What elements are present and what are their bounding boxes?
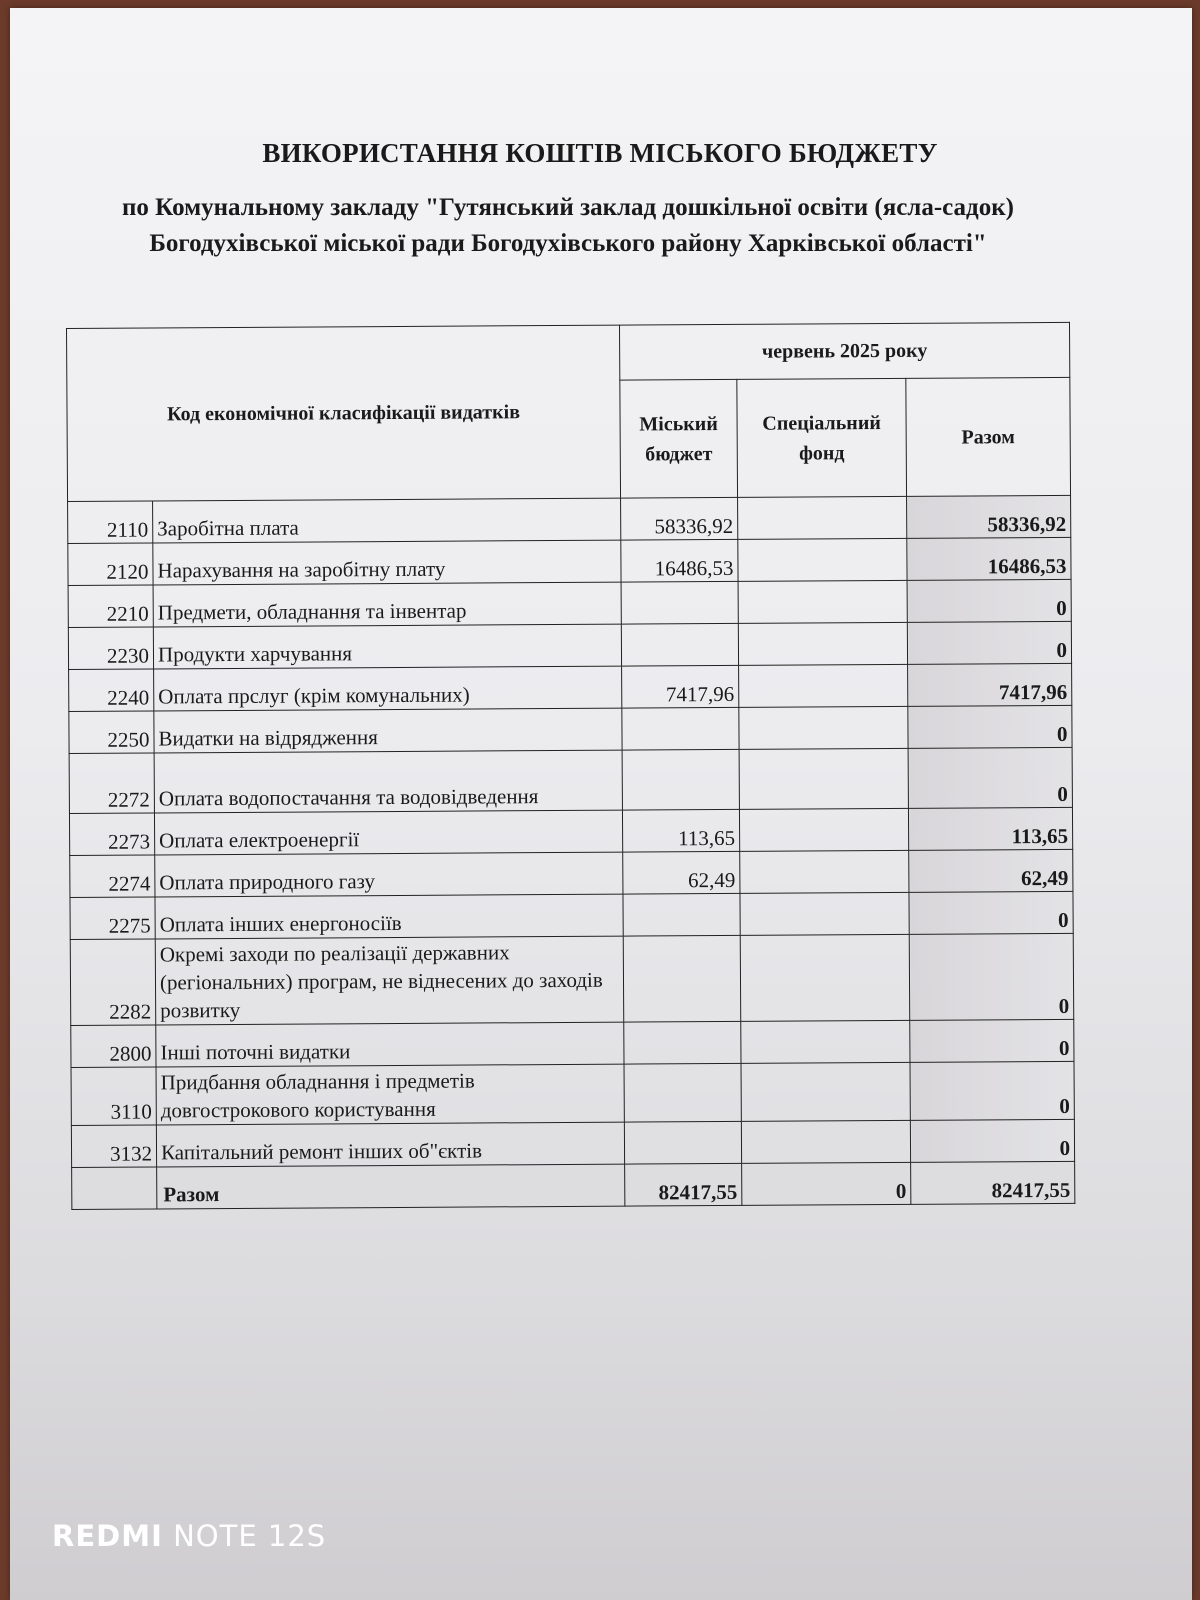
row-code: 2275 <box>70 897 155 940</box>
total-row <box>72 1161 1075 1209</box>
row-name: Оплата інших енергоносіїв <box>155 894 623 939</box>
table-row <box>69 663 1072 711</box>
row-code: 2800 <box>71 1025 156 1068</box>
header-period: червень 2025 року <box>619 322 1069 380</box>
row-code: 2110 <box>68 501 153 544</box>
row-code: 2273 <box>69 813 154 856</box>
row-name: Оплата електроенергії <box>154 810 622 855</box>
row-name: Оплата прслуг (крім комунальних) <box>154 666 622 711</box>
row-name: Капітальний ремонт інших об"єктів <box>156 1122 624 1167</box>
row-special <box>739 706 908 749</box>
total-label: Разом <box>157 1164 625 1209</box>
row-special <box>739 664 908 707</box>
row-code: 2120 <box>68 543 153 586</box>
row-name: Оплата водопостачання та водовідведення <box>154 750 622 813</box>
row-name: Інші поточні видатки <box>156 1022 624 1067</box>
row-special <box>738 538 907 581</box>
total-sum: 82417,55 <box>911 1161 1075 1204</box>
row-total: 7417,96 <box>908 663 1072 706</box>
camera-watermark <box>52 1519 326 1553</box>
row-name: Продукти харчування <box>153 624 621 669</box>
row-total: 113,65 <box>908 807 1072 850</box>
row-city <box>623 893 740 936</box>
document-subtitle: по Комунальному закладу "Гутянський заклад дошкільної освіти (ясла-садок) Богодухівської міської ради Богодухівського району Харківської області" <box>122 194 1014 257</box>
table-row <box>69 807 1072 855</box>
row-total: 0 <box>910 1061 1074 1120</box>
header-city-budget: Міський бюджет <box>620 380 738 498</box>
table-row <box>69 747 1072 813</box>
document-title: ВИКОРИСТАННЯ КОШТІВ МІСЬКОГО БЮДЖЕТУ <box>262 138 938 168</box>
row-city <box>621 623 738 666</box>
row-special <box>738 622 907 665</box>
row-total: 62,49 <box>909 849 1073 892</box>
row-name: Оплата природного газу <box>155 852 623 897</box>
row-special <box>740 892 909 935</box>
row-code: 2250 <box>69 711 154 754</box>
row-code: 2282 <box>70 939 156 1026</box>
header-special-fund: Спеціальний фонд <box>737 379 907 498</box>
table-row <box>68 621 1071 669</box>
row-total: 0 <box>909 891 1073 934</box>
row-special <box>740 850 909 893</box>
row-total: 0 <box>910 1119 1074 1162</box>
row-total: 0 <box>907 621 1071 664</box>
row-city: 7417,96 <box>622 665 739 708</box>
total-city: 82417,55 <box>625 1163 742 1206</box>
row-total: 0 <box>907 579 1071 622</box>
row-city: 16486,53 <box>621 539 738 582</box>
total-code-cell <box>72 1167 157 1210</box>
row-special <box>738 496 907 539</box>
header-total: Разом <box>906 378 1071 497</box>
row-city <box>623 935 741 1022</box>
row-special <box>739 808 908 851</box>
header-classification: Код економічної класифікації видатків <box>67 325 621 501</box>
row-total: 0 <box>909 933 1074 1020</box>
watermark-model: NOTE 12S <box>173 1519 327 1553</box>
watermark-brand: REDMI <box>52 1519 163 1553</box>
row-special <box>738 580 907 623</box>
row-name: Предмети, обладнання та інвентар <box>153 582 621 627</box>
row-city: 62,49 <box>623 851 740 894</box>
table-row <box>71 1019 1074 1067</box>
row-name: Придбання обладнання і предметів довгострокового користування <box>156 1064 624 1125</box>
row-name: Заробітна плата <box>153 498 621 543</box>
row-city <box>622 749 739 810</box>
row-special <box>741 1062 910 1121</box>
row-city: 58336,92 <box>621 497 738 540</box>
row-city <box>624 1063 741 1122</box>
table-row <box>69 705 1072 753</box>
table-row <box>68 495 1071 543</box>
row-city <box>621 581 738 624</box>
row-code: 3110 <box>71 1067 156 1126</box>
row-code: 2230 <box>68 627 153 670</box>
row-code: 3132 <box>71 1125 156 1168</box>
row-name: Окремі заходи по реалізації державних (регіональних) програм, не віднесених до заходів розвитку <box>155 936 624 1025</box>
table-row <box>68 537 1071 585</box>
row-special <box>740 934 910 1021</box>
table-row <box>68 579 1071 627</box>
table-row <box>71 1119 1074 1167</box>
row-special <box>741 1020 910 1063</box>
row-total: 0 <box>910 1019 1074 1062</box>
row-code: 2274 <box>70 855 155 898</box>
row-city <box>622 707 739 750</box>
row-total: 0 <box>908 705 1072 748</box>
row-city: 113,65 <box>622 809 739 852</box>
row-name: Видатки на відрядження <box>154 708 622 753</box>
row-code: 2240 <box>69 669 154 712</box>
table-row <box>70 849 1073 897</box>
row-total: 58336,92 <box>907 495 1071 538</box>
row-special <box>741 1120 910 1163</box>
row-total: 16486,53 <box>907 537 1071 580</box>
table-row <box>70 933 1074 1025</box>
row-name: Нарахування на заробітну плату <box>153 540 621 585</box>
row-code: 2210 <box>68 585 153 628</box>
row-code: 2272 <box>69 753 154 814</box>
budget-table <box>66 322 1075 1210</box>
row-total: 0 <box>908 747 1072 808</box>
table-row <box>71 1061 1074 1125</box>
row-special <box>739 748 908 809</box>
total-special: 0 <box>742 1162 911 1205</box>
table-row <box>70 891 1073 939</box>
row-city <box>624 1121 741 1164</box>
row-city <box>624 1021 741 1064</box>
